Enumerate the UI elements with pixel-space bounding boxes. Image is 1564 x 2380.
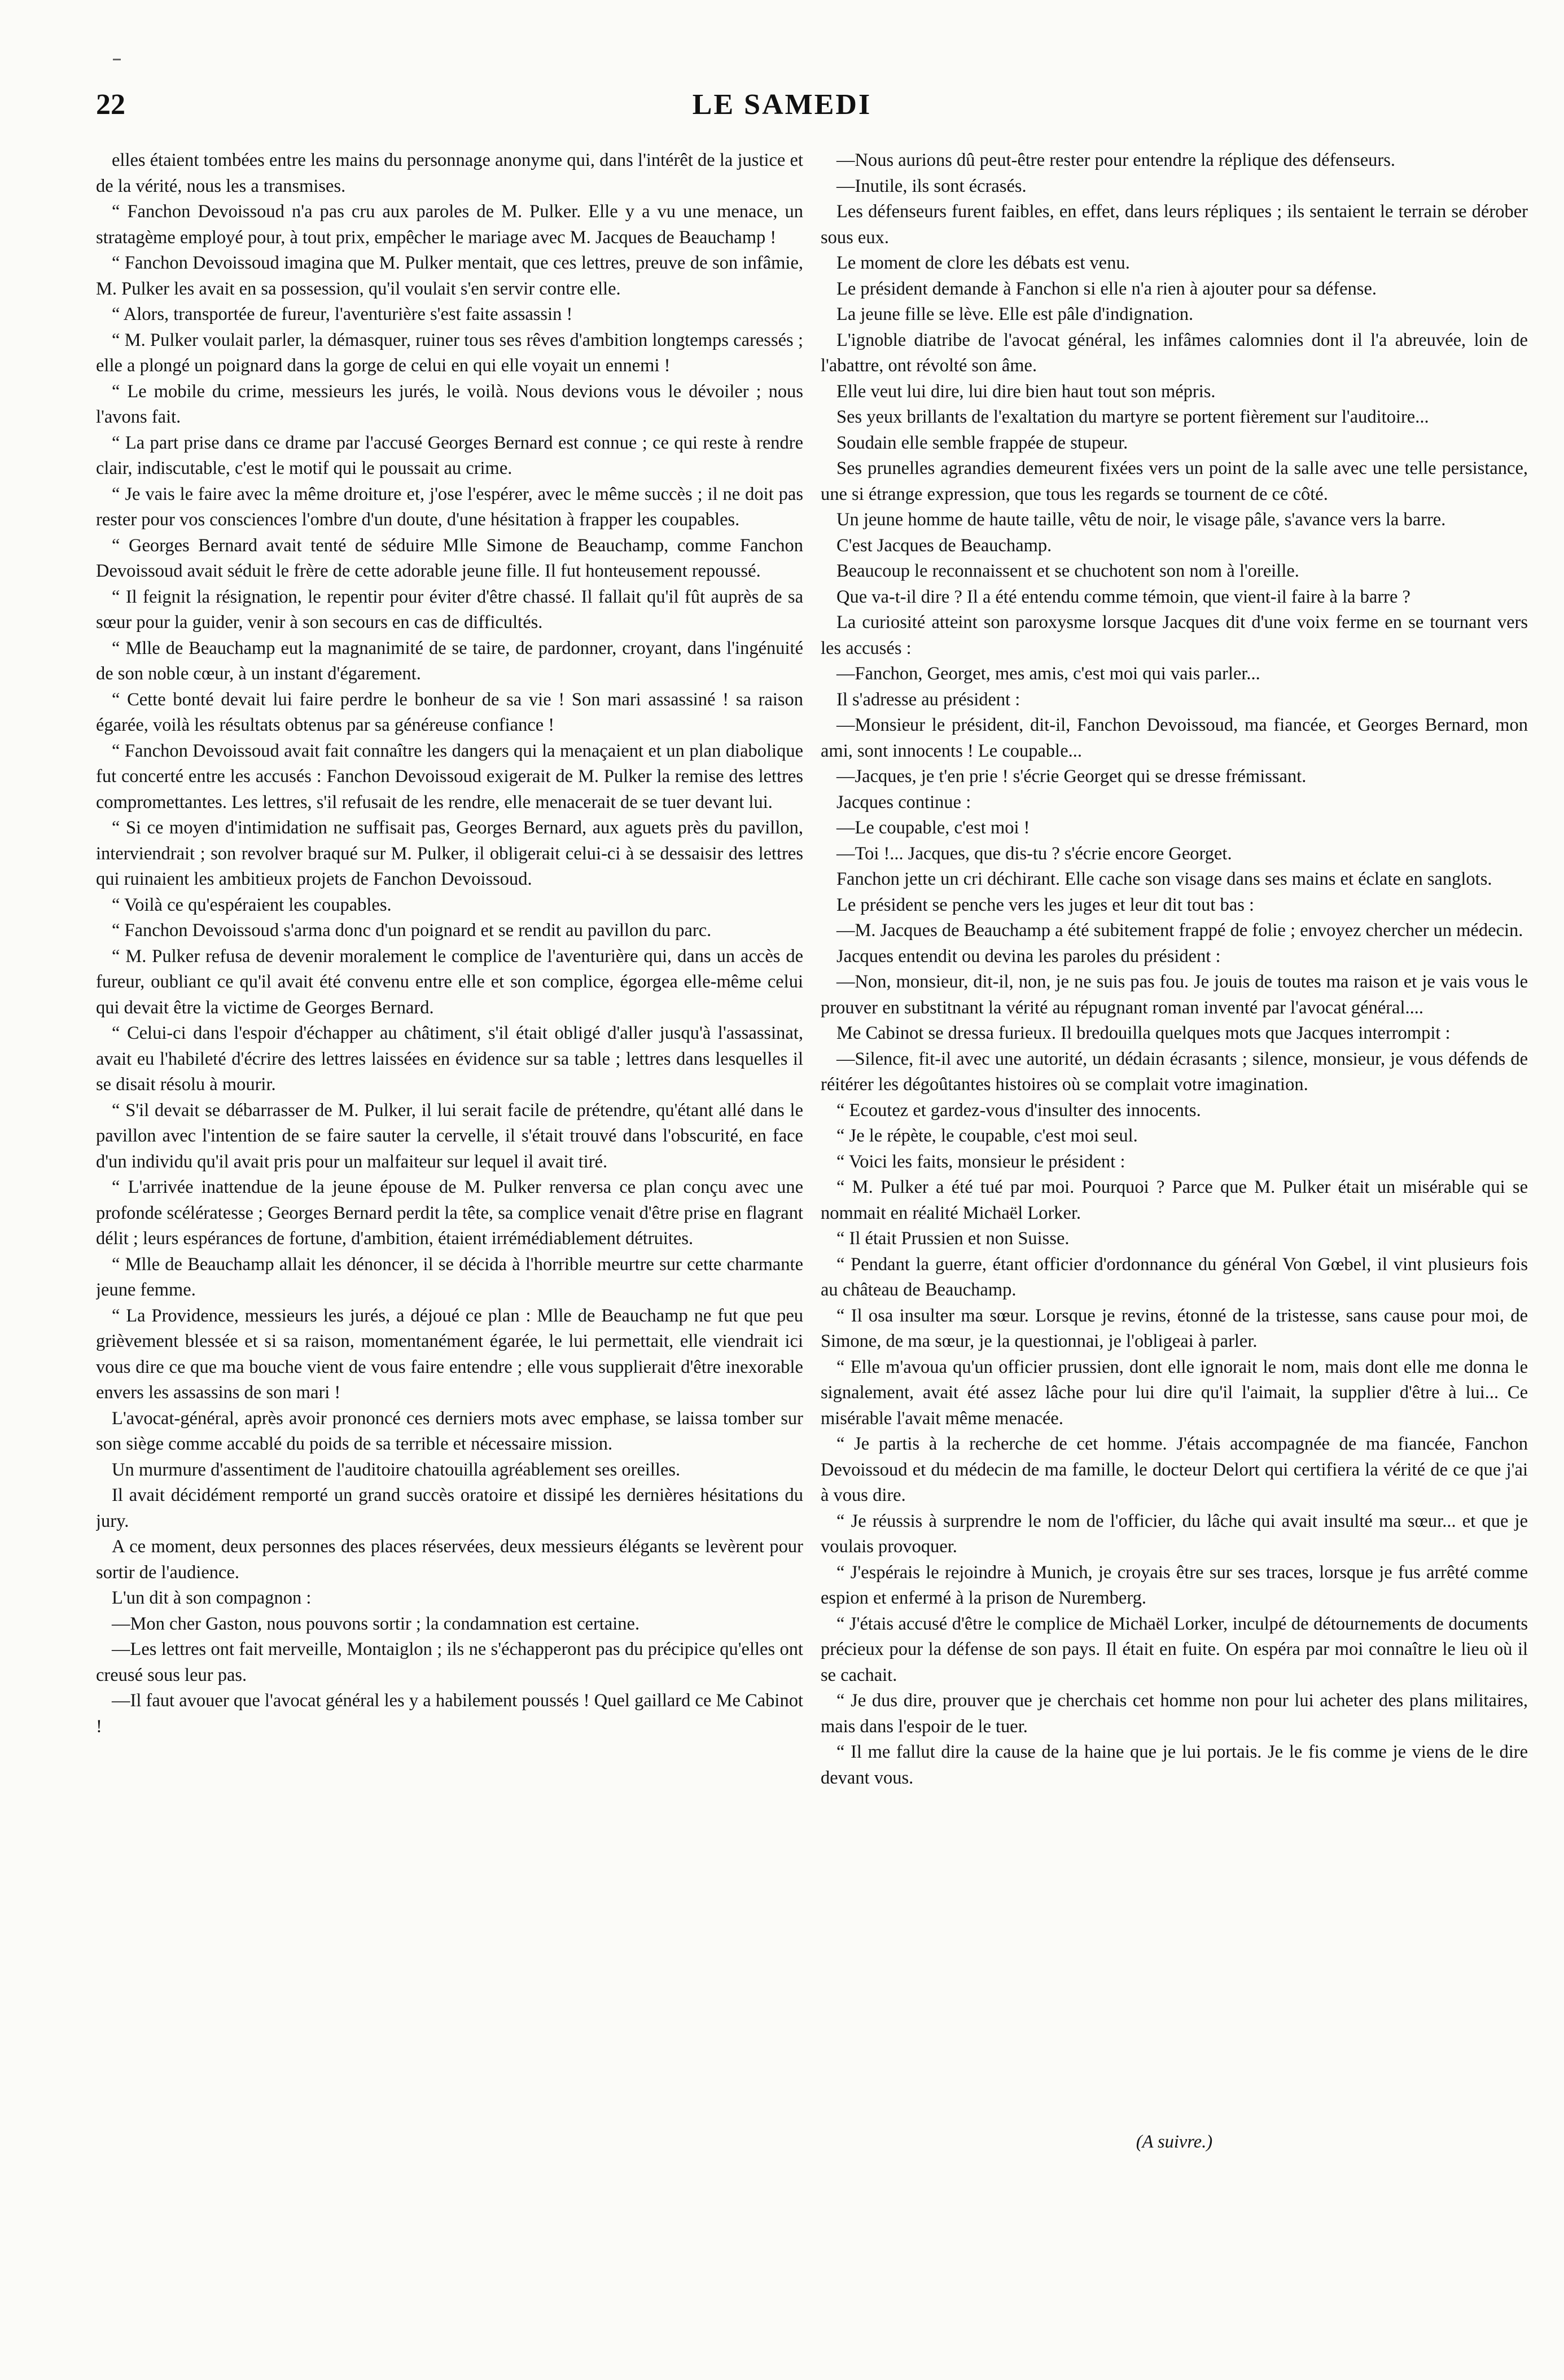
paragraph: Me Cabinot se dressa furieux. Il bredouilla quelques mots que Jacques interrompit : [836,1023,1451,1043]
paragraph: “ Je vais le faire avec la même droiture et, j'ose l'espérer, avec le même succès ; il ne doit pas rester pour vos consciences l'ombre d'un doute, d'une hésitation à frapper les coupables. [96,484,803,530]
paragraph: “ Je partis à la recherche de cet homme. J'étais accompagnée de ma fiancée, Fanchon Devoissoud et du médecin de ma famille, le docteur Delort qui certifiera la vérité de ce que j'ai à vous dire. [821,1434,1528,1505]
paragraph: —Les lettres ont fait merveille, Montaiglon ; ils ne s'échapperont pas du précipice qu'elles ont creusé sous leur pas. [96,1639,803,1685]
paragraph: “ M. Pulker refusa de devenir moralement le complice de l'aventurière qui, dans un accès de fureur, oubliant ce qu'il avait été convenu entre elle et son complice, égorgea elle-même celui qui devait être la victime de Georges Bernard. [96,946,803,1018]
page-number: 22 [96,89,125,121]
paragraph: La curiosité atteint son paroxysme lorsque Jacques dit d'une voix ferme en se tournant vers les accusés : [821,612,1528,658]
paragraph: —Jacques, je t'en prie ! s'écrie Georget qui se dresse frémissant. [836,766,1307,787]
page-header [96,88,1468,128]
paragraph: Soudain elle semble frappée de stupeur. [836,432,1128,453]
paragraph: “ Cette bonté devait lui faire perdre le bonheur de sa vie ! Son mari assassiné ! sa raison égarée, voilà les résultats obtenus par sa généreuse confiance ! [96,689,803,735]
margin-mark [113,59,121,60]
paragraph: “ M. Pulker a été tué par moi. Pourquoi ? Parce que M. Pulker était un misérable qui se nommait en réalité Michaël Lorker. [821,1177,1528,1223]
paragraph: Un jeune homme de haute taille, vêtu de noir, le visage pâle, s'avance vers la barre. [836,510,1446,530]
paragraph: Il avait décidément remporté un grand succès oratoire et dissipé les dernières hésitations du jury. [96,1485,803,1531]
paragraph: Jacques continue : [836,792,971,813]
paragraph: Jacques entendit ou devina les paroles du président : [836,946,1221,967]
paragraph: “ Alors, transportée de fureur, l'aventurière s'est faite assassin ! [112,304,573,324]
paragraph: “ Fanchon Devoissoud s'arma donc d'un poignard et se rendit au pavillon du parc. [112,920,712,941]
paragraph: “ Fanchon Devoissoud avait fait connaître les dangers qui la menaçaient et un plan diabolique fut concerté entre les accusés : Fanchon Devoissoud exigerait de M. Pulker la remise des lettres compromettantes. Les lettres, s'il refusait de les rendre, elle menacerait de se tuer devant lui. [96,740,803,813]
paragraph: “ Elle m'avoua qu'un officier prussien, dont elle ignorait le nom, mais dont elle me donna le signalement, avait été assez lâche pour lui dire qu'il l'aimait, la supplier d'être à lui... Ce misérable l'avait même menacée. [821,1356,1528,1429]
paragraph: “ Fanchon Devoissoud n'a pas cru aux paroles de M. Pulker. Elle y a vu une menace, un stratagème employé pour, à tout prix, empêcher le mariage avec M. Jacques de Beauchamp ! [96,201,803,248]
paragraph: “ Mlle de Beauchamp allait les dénoncer, il se décida à l'horrible meurtre sur cette charmante jeune femme. [96,1254,803,1300]
paragraph: “ Voilà ce qu'espéraient les coupables. [112,894,392,915]
paragraph: Les défenseurs furent faibles, en effet, dans leurs répliques ; ils sentaient le terrain se dérober sous eux. [821,201,1528,248]
paragraph: —Nous aurions dû peut-être rester pour entendre la réplique des défenseurs. [836,150,1395,170]
paragraph: “ Il était Prussien et non Suisse. [836,1228,1070,1249]
paragraph: —Mon cher Gaston, nous pouvons sortir ; la condamnation est certaine. [112,1613,640,1634]
left-column [96,148,803,2213]
paragraph: “ Je le répète, le coupable, c'est moi seul. [836,1126,1138,1146]
paragraph: L'ignoble diatribe de l'avocat général, les infâmes calomnies dont il l'a abreuvée, loin de l'abattre, ont révolté son âme. [821,330,1528,376]
paragraph: —Non, monsieur, dit-il, non, je ne suis pas fou. Je jouis de toutes ma raison et je vais vous le prouver en substitnant la vérité au répugnant roman inventé par l'avocat général.... [821,972,1528,1018]
paragraph: “ La Providence, messieurs les jurés, a déjoué ce plan : Mlle de Beauchamp ne fut que peu grièvement blessée et si sa raison, momentanément égarée, le lui permettait, elle viendrait ici vous dire ce que ma bouche vient de vous faire entendre ; elle vous supplierait d'être inexorable envers les assassins de son mari ! [96,1305,803,1403]
paragraph: “ Je dus dire, prouver que je cherchais cet homme non pour lui acheter des plans militaires, mais dans l'espoir de le tuer. [821,1690,1528,1737]
paragraph: “ Si ce moyen d'intimidation ne suffisait pas, Georges Bernard, aux aguets près du pavillon, interviendrait ; son revolver braqué sur M. Pulker, il obligerait celui-ci à se dessaisir des lettres qui ruinaient les ambitieux projets de Fanchon Devoissoud. [96,818,803,889]
paragraph: C'est Jacques de Beauchamp. [836,535,1052,556]
paragraph: Le moment de clore les débats est venu. [836,253,1130,273]
paragraph: “ S'il devait se débarrasser de M. Pulker, il lui serait facile de prétendre, qu'étant allé dans le pavillon avec l'intention de se faire sauter la cervelle, il s'était trouvé dans l'obscurité, en face d'un individu qu'il avait pris pour un malfaiteur sur lequel il avait tiré. [96,1100,803,1172]
paragraph: “ J'espérais le rejoindre à Munich, je croyais être sur ses traces, lorsque je fus arrêté comme espion et enfermé à la prison de Nuremberg. [821,1562,1528,1608]
paragraph: “ J'étais accusé d'être le complice de Michaël Lorker, inculpé de détournements de documents précieux pour la défense de son pays. Il était en fuite. On espéra par moi connaître le lieu où il se cachait. [821,1613,1528,1685]
paragraph: “ Georges Bernard avait tenté de séduire Mlle Simone de Beauchamp, comme Fanchon Devoissoud avait séduit le frère de cette adorable jeune fille. Il fut honteusement repoussé. [96,535,803,581]
to-be-continued-note: (A suivre.) [1136,2132,1213,2152]
paragraph: “ Le mobile du crime, messieurs les jurés, le voilà. Nous devions vous le dévoiler ; nous l'avons fait. [96,381,803,427]
paragraph: Il s'adresse au président : [836,689,1020,710]
paragraph: Le président demande à Fanchon si elle n'a rien à ajouter pour sa défense. [836,278,1377,299]
paragraph: “ Je réussis à surprendre le nom de l'officier, du lâche qui avait insulté ma sœur... et que je voulais provoquer. [821,1510,1528,1557]
paragraph: “ La part prise dans ce drame par l'accusé Georges Bernard est connue ; ce qui reste à rendre clair, indiscutable, c'est le motif qui le poussait au crime. [96,432,803,478]
paragraph: Fanchon jette un cri déchirant. Elle cache son visage dans ses mains et éclate en sanglots. [836,869,1492,889]
paragraph: L'avocat-général, après avoir prononcé ces derniers mots avec emphase, se laissa tomber sur son siège comme accablé du poids de sa terrible et nécessaire mission. [96,1408,803,1454]
paragraph: —Le coupable, c'est moi ! [836,818,1030,838]
paragraph: “ Mlle de Beauchamp eut la magnanimité de se taire, de pardonner, croyant, dans l'ingénuité de son noble cœur, à un instant d'égarement. [96,638,803,684]
paragraph: A ce moment, deux personnes des places réservées, deux messieurs élégants se levèrent pour sortir de l'audience. [96,1536,803,1583]
paragraph: Beaucoup le reconnaissent et se chuchotent son nom à l'oreille. [836,561,1299,581]
paragraph: “ Il me fallut dire la cause de la haine que je lui portais. Je le fis comme je viens de le dire devant vous. [821,1742,1528,1788]
paragraph: L'un dit à son compagnon : [112,1588,312,1608]
paragraph: “ Fanchon Devoissoud imagina que M. Pulker mentait, que ces lettres, preuve de son infâmie, M. Pulker les avait en sa possession, qu'il voulait s'en servir contre elle. [96,253,803,299]
paragraph: “ Pendant la guerre, étant officier d'ordonnance du général Von Gœbel, il vint plusieurs fois au château de Beauchamp. [821,1254,1528,1300]
paragraph: —M. Jacques de Beauchamp a été subitement frappé de folie ; envoyez chercher un médecin. [836,920,1523,941]
paragraph: —Fanchon, Georget, mes amis, c'est moi qui vais parler... [836,664,1260,684]
paragraph: “ Celui-ci dans l'espoir d'échapper au châtiment, s'il était obligé d'aller jusqu'à l'assassinat, avait eu l'habileté d'écrire des lettres laissées en évidence sur sa table ; lettres dans lesquelles il se disait résolu à mourir. [96,1023,803,1095]
paragraph: “ M. Pulker voulait parler, la démasquer, ruiner tous ses rêves d'ambition longtemps caressés ; elle a plongé un poignard dans la gorge de celui en qui elle voyait un ennemi ! [96,330,803,376]
journal-title: LE SAMEDI [692,89,872,121]
paragraph: —Monsieur le président, dit-il, Fanchon Devoissoud, ma fiancée, et Georges Bernard, mon ami, sont innocents ! Le coupable... [821,715,1528,761]
paragraph: La jeune fille se lève. Elle est pâle d'indignation. [836,304,1194,324]
paragraph: —Toi !... Jacques, que dis-tu ? s'écrie encore Georget. [836,843,1232,864]
paragraph: “ L'arrivée inattendue de la jeune épouse de M. Pulker renversa ce plan conçu avec une profonde scélératesse ; Georges Bernard perdit la tête, sa complice venait d'être prise en flagrant délit ; leurs espérances de fortune, d'ambition, étaient irrémédiablement détruites. [96,1177,803,1249]
paragraph: —Silence, fit-il avec une autorité, un dédain écrasants ; silence, monsieur, je vous défends de réitérer les dégoûtantes histoires où se complait votre imagination. [821,1048,1528,1095]
paragraph: “ Voici les faits, monsieur le président : [836,1151,1125,1172]
paragraph: elles étaient tombées entre les mains du personnage anonyme qui, dans l'intérêt de la justice et de la vérité, nous les a transmises. [96,150,803,196]
paragraph: —Inutile, ils sont écrasés. [836,175,1027,196]
paragraph: Elle veut lui dire, lui dire bien haut tout son mépris. [836,381,1216,402]
paragraph: Ses yeux brillants de l'exaltation du martyre se portent fièrement sur l'auditoire... [836,407,1429,427]
paragraph: “ Ecoutez et gardez-vous d'insulter des innocents. [836,1100,1201,1121]
paragraph: Que va-t-il dire ? Il a été entendu comme témoin, que vient-il faire à la barre ? [836,586,1410,607]
paragraph: Un murmure d'assentiment de l'auditoire chatouilla agréablement ses oreilles. [112,1459,681,1480]
right-column [821,148,1528,2213]
paragraph: “ Il osa insulter ma sœur. Lorsque je revins, étonné de la tristesse, sans cause pour moi, de Simone, de ma sœur, je la questionnai, je l'obligeai à parler. [821,1305,1528,1351]
paragraph: Le président se penche vers les juges et leur dit tout bas : [836,894,1255,915]
paragraph: —Il faut avouer que l'avocat général les y a habilement poussés ! Quel gaillard ce Me Cabinot ! [96,1690,803,1737]
paragraph: Ses prunelles agrandies demeurent fixées vers un point de la salle avec une telle persistance, une si étrange expression, que tous les regards se tournent de ce côté. [821,458,1528,504]
paragraph: “ Il feignit la résignation, le repentir pour éviter d'être chassé. Il fallait qu'il fût auprès de sa sœur pour la guider, venir à son secours en cas de difficultés. [96,586,803,633]
